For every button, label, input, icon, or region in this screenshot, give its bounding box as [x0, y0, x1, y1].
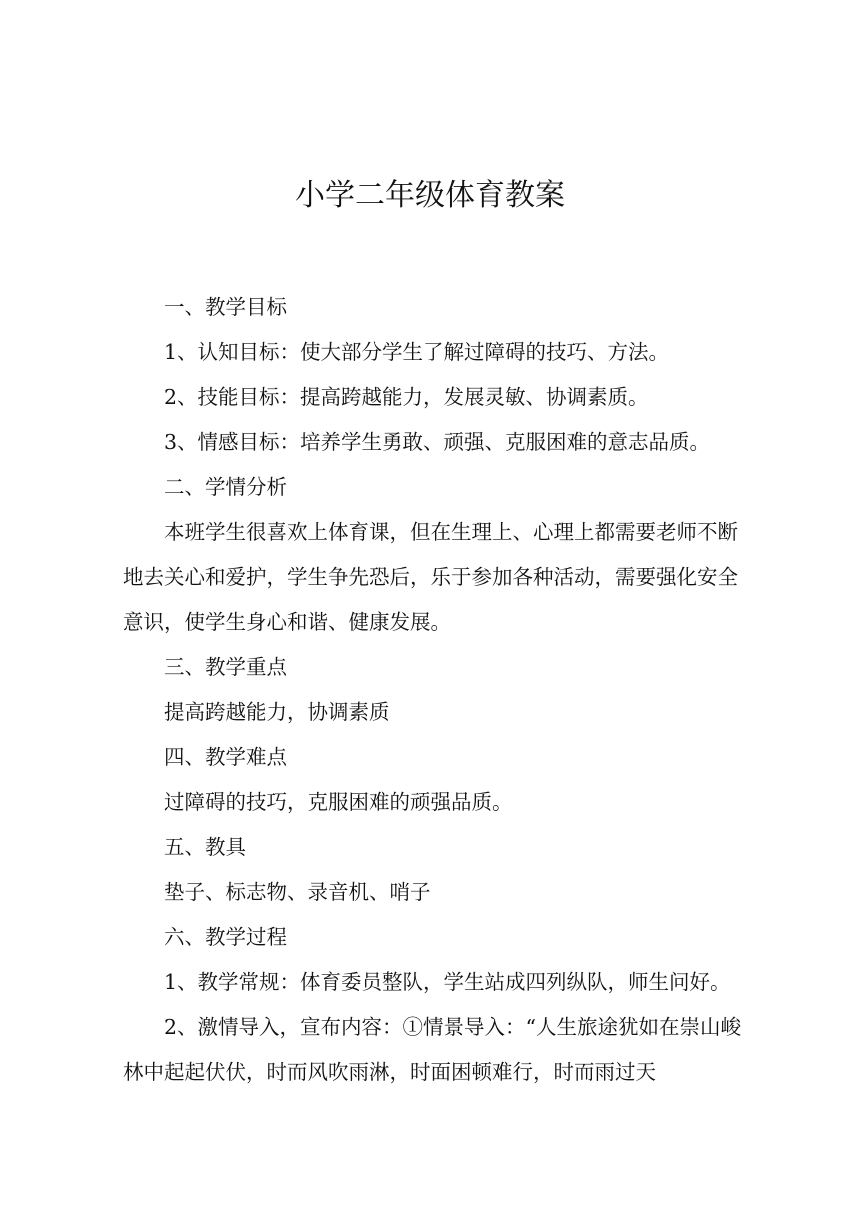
heading-teaching-focus: 三、教学重点 [164, 655, 287, 679]
paragraph-teaching-difficulty: 过障碍的技巧，克服困难的顽强品质。 [164, 790, 513, 814]
paragraph-routine: 1、教学常规：体育委员整队，学生站成四列纵队，师生问好。 [164, 970, 731, 994]
paragraph-teaching-aids: 垫子、标志物、录音机、哨子 [164, 880, 431, 904]
paragraph-teaching-focus: 提高跨越能力，协调素质 [164, 700, 390, 724]
paragraph-introduction: 2、激情导入，宣布内容：①情景导入：“人生旅途犹如在崇山峻林中起起伏伏，时而风吹雨淋，时面困顿难行，时而雨过天 [123, 1015, 742, 1084]
heading-student-analysis: 二、学情分析 [164, 475, 287, 499]
paragraph-cognitive-objective: 1、认知目标：使大部分学生了解过障碍的技巧、方法。 [164, 340, 670, 364]
paragraph-student-analysis: 本班学生很喜欢上体育课，但在生理上、心理上都需要老师不断地去关心和爱护，学生争先恐后，乐于参加各种活动，需要强化安全意识，使学生身心和谐、健康发展。 [123, 520, 738, 634]
heading-teaching-aids: 五、教具 [164, 835, 246, 859]
heading-teaching-difficulty: 四、教学难点 [164, 745, 287, 769]
heading-teaching-objectives: 一、教学目标 [164, 295, 287, 319]
heading-teaching-process: 六、教学过程 [164, 925, 287, 949]
document-body [123, 285, 743, 1095]
paragraph-affective-objective: 3、情感目标：培养学生勇敢、顽强、克服困难的意志品质。 [164, 430, 711, 454]
paragraph-skill-objective: 2、技能目标：提高跨越能力，发展灵敏、协调素质。 [164, 385, 649, 409]
document-title: 小学二年级体育教案 [295, 178, 565, 213]
